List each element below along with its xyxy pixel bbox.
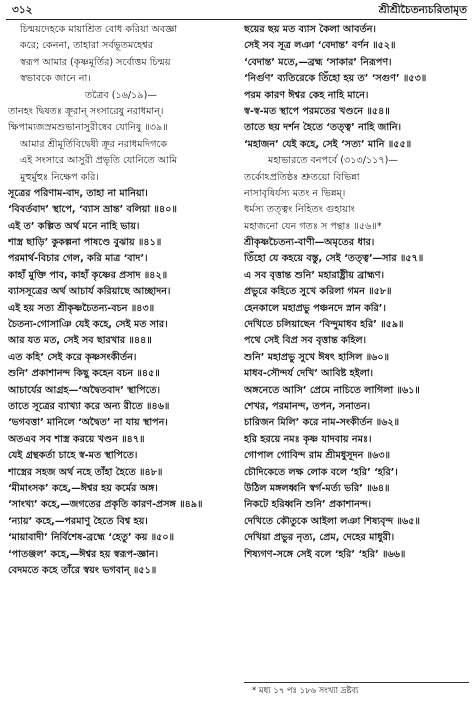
text-line: হেনকালে মহাপ্রভু পঞ্চনদে স্নান করি’। (244, 302, 386, 314)
text-line: এত কহি’ সেই করে কৃষ্ণসংকীর্তন। (8, 351, 137, 363)
text-line: ‘বেদান্ত’ মতে,—ব্রহ্ম ‘সাকার’ নিরূপণ। (244, 56, 392, 68)
text-line: মাধব-সৌন্দর্য দেখি’ আবিষ্ট হইলা। (244, 368, 374, 380)
text-line: শ্রীকৃষ্ণচৈতন্য-বাণী—অমৃতের ধার। (244, 237, 375, 249)
text-line: অঙ্গনেতে আসি’ প্রেমে নাচিতে লাগিলা ॥৬১॥ (244, 384, 420, 396)
text-line: আমার শ্রীমূর্তিবিদ্বেষী ক্রূর নরাধমদিগকে (20, 138, 168, 150)
left-column (8, 22, 234, 579)
text-line: স্বভাবকে জানে না। (20, 73, 91, 85)
book-title: শ্রীশ্রীচৈতন্যচরিতামৃত (378, 4, 467, 16)
text-line: তত্রৈব (১৬/১৯)— (85, 89, 157, 101)
text-line: আচার্যের আগ্রহ—‘অদ্বৈতবাদ’ স্থাপিতে। (8, 384, 161, 396)
text-line: শাস্ত্র ছাড়ি’ কুকল্পনা পাষণ্ডে বুঝায় ॥৪১॥ (8, 237, 162, 249)
text-line: দেখিতে কৌতুকে আইলা লঞা শিষ্যবৃন্দ ॥৬৫॥ (244, 515, 420, 527)
text-line: নিকটে হরিধ্বনি শুনি’ প্রকাশানন্দ। (244, 499, 371, 511)
text-line: শেখর, পরমানন্দ, তপন, সনাতন। (244, 400, 371, 412)
text-line: এই হয় সত্য শ্রীকৃষ্ণচৈতন্য-বচন ॥৪৩॥ (8, 302, 155, 314)
text-line: সেই সব সূত্র লঞা ‘বেদান্ত’ বর্ণন ॥৫২॥ (244, 40, 396, 52)
text-line: পরম কারণ ঈশ্বর কেহ নাহি মানে। (244, 89, 369, 101)
text-line: কাহাঁ মুক্তি পাব, কাহাঁ কৃষ্ণের প্রসাদ ॥৪২॥ (8, 269, 168, 281)
text-line: ‘মীমাংসক’ কহে,—ঈশ্বর হয় কর্মের অঙ্গ। (8, 482, 158, 494)
right-column (244, 22, 469, 563)
page-number: ৩১২ (12, 4, 33, 16)
footnote: * মধ্য ১৭ পঃ ১৮৬ সংখ্যা দ্রষ্টব্য (252, 685, 359, 695)
text-line: ক্ষিপাম্যজস্রমশুভানাসুরীষ্বেব যোনিষু ॥৩৯॥ (8, 122, 168, 134)
text-line: গোপাল গোবিন্দ রাম শ্রীমধুসূদন ॥৬৩॥ (244, 450, 391, 462)
text-line: মহাভারতে বনপর্বে (৩১৩/১১৭)— (268, 155, 398, 167)
text-line: ধর্মস্য তত্ত্বং নিহিতং গুহায়াং (244, 204, 355, 216)
text-line: দেখিতে চলিয়াছেন ‘বিন্দুমাধব হরি’ ॥৫৯॥ (244, 319, 404, 331)
text-line: শাস্ত্রের সহজ অর্থ নহে তাঁহা হৈতে ॥৪৮॥ (8, 466, 163, 478)
text-line: তাতে সূত্রের ব্যাখ্যা করে অন্য রীতে ॥৪৬॥ (8, 400, 170, 412)
text-line: চৌদিকেতে লক্ষ লোক বলে ‘হরি’ ‘হরি’। (244, 466, 398, 478)
text-line: এই ত’ কল্পিত অর্থ মনে নাহি ভায়। (8, 220, 140, 232)
text-line: ‘সাংখ্য’ কহে,—জগতের প্রকৃতি কারণ-প্রসঙ্গ ॥৪৯॥ (8, 499, 203, 511)
text-line: ‘মহাজন’ যেই কহে, সেই ‘সত্য’ মানি ॥৫৫॥ (244, 138, 412, 150)
text-line: করে; কেননা, তাহারা সর্বভূতমহেশ্বর (20, 40, 153, 52)
text-line: তর্কোঽপ্রতিষ্ঠঃ শ্রুতয়ো বিভিন্না (244, 171, 360, 183)
text-line: স্ব-স্ব-মত স্থাপে পরমতের খণ্ডনে ॥৫৪॥ (244, 105, 390, 117)
text-line: আর যত মত, সেই সব ছারখার ॥৪৪॥ (8, 335, 152, 347)
text-line: শুনি’ মহাপ্রভু সুখে ঈষৎ হাসিল ॥৬০॥ (244, 351, 390, 363)
text-line: চৈতন্য-গোসাঞি যেই কহে, সেই মত সার। (8, 319, 168, 331)
text-line: তাতে ছয় দর্শন হৈতে ‘তত্ত্ব’ নাহি জানি। (244, 122, 402, 134)
text-line: নাসাবৃষির্যস্য মতং ন ভিন্নম্। (244, 187, 346, 199)
page-header (8, 3, 467, 18)
text-line: ‘মায়াবাদী’ নির্বিশেষ-ব্রহ্মে ‘হেতু’ কয় ॥৫০॥ (8, 532, 175, 544)
text-line: তিঁহো যে কহয়ে বস্তু, সেই ‘তত্ত্ব’—সার ॥৫৭॥ (244, 253, 424, 265)
text-line: প্রভুরে কহিতে সুখে করিলা গমন ॥৫৮॥ (244, 286, 392, 298)
text-line: ছয়ের ছয় মত ব্যাস কৈলা আবর্তন। (244, 24, 376, 35)
text-line: সূত্রের পরিণাম-বাদ, তাহা না মানিয়া। (8, 187, 148, 199)
text-line: ব্যাসসূত্রের অর্থ আচার্য করিয়াছে আচ্ছাদন। (8, 286, 171, 298)
text-line: যেই গ্রন্থকর্তা চাহে স্ব-মত স্থাপিতে। (8, 450, 138, 462)
text-line: পথে সেই বিপ্র সব বৃত্তান্ত কহিল। (244, 335, 367, 347)
text-line: তানহং দ্বিষতঃ ক্রূরান্ সংসারেষু নরাধমান্। (8, 105, 164, 117)
text-line: ‘পাতঞ্জল’ কহে,—ঈশ্বর হয় স্বরূপ-জ্ঞান। (8, 548, 159, 560)
text-line: ‘ভগবত্তা’ মানিলে ‘অদ্বৈত’ না যায় স্থাপন। (8, 417, 168, 429)
text-line: পরমার্থ-বিচার গেল, করি মাত্র ‘বাদ’। (8, 253, 148, 265)
text-line: এ সব বৃত্তান্ত শুনি’ মহারাষ্ট্রীয় ব্রাহ্মণ। (244, 269, 384, 281)
text-line: দেখিয়া প্রভুর নৃত্য, প্রেম, দেহের মাধুরী। (244, 532, 395, 544)
header-rule (6, 19, 467, 20)
text-line: অতএব সব শাস্ত্র করয়ে খণ্ডন ॥৪৭॥ (8, 433, 145, 445)
text-line: এই সংসারে আসুরী প্রভৃতি যোনিতে আমি (20, 155, 178, 167)
text-line: ‘ন্যায়’ কহে,—পরমাণু হৈতে বিশ্ব হয়। (8, 515, 148, 527)
text-line: চিন্ময়দেহকে মায়াশ্রিত বোধ করিয়া অবজ্ঞা (20, 24, 178, 35)
text-line: উঠিল মঙ্গলধ্বনি স্বর্গ-মর্ত্য ভরি’ ॥৬৪॥ (244, 482, 390, 494)
text-line: স্বরূপ আমার (কৃষ্ণমূর্তির) সর্বোত্তম চিন্ময় (20, 56, 171, 68)
text-line: শুনি’ প্রকাশানন্দ কিছু কহেন বচন ॥৪৫॥ (8, 368, 160, 380)
text-line: ‘বিবর্তবাদ’ স্থাপে, ‘ব্যাস ভ্রান্ত’ বলিয়া ॥৪০॥ (8, 204, 177, 216)
text-line: শিষ্যগণ-সঙ্গে সেই বলে ‘হরি’ ‘হরি’ ॥৬৬॥ (244, 548, 406, 560)
text-line: ‘নির্গুণ’ ব্যতিরেকে তিঁহো হয় ত’ ‘সগুণ’ ॥৫৩॥ (244, 73, 427, 85)
footnote-rule (244, 682, 469, 683)
text-line: বেদমতে কহে তাঁরে স্বয়ং ভগবান্ ॥৫১॥ (8, 564, 157, 576)
text-line: মহাজনো যেন গতঃ স পন্থাঃ ॥৫৬॥* (244, 220, 382, 232)
text-line: মুহুর্মুহুঃ নিক্ষেপ করি। (20, 171, 99, 183)
text-line: হরি হরয়ে নমঃ কৃষ্ণ যাদবায় নমঃ। (244, 433, 372, 445)
text-line: চারিজন মিলি’ করে নাম-সংকীর্তন ॥৬২॥ (244, 417, 400, 429)
